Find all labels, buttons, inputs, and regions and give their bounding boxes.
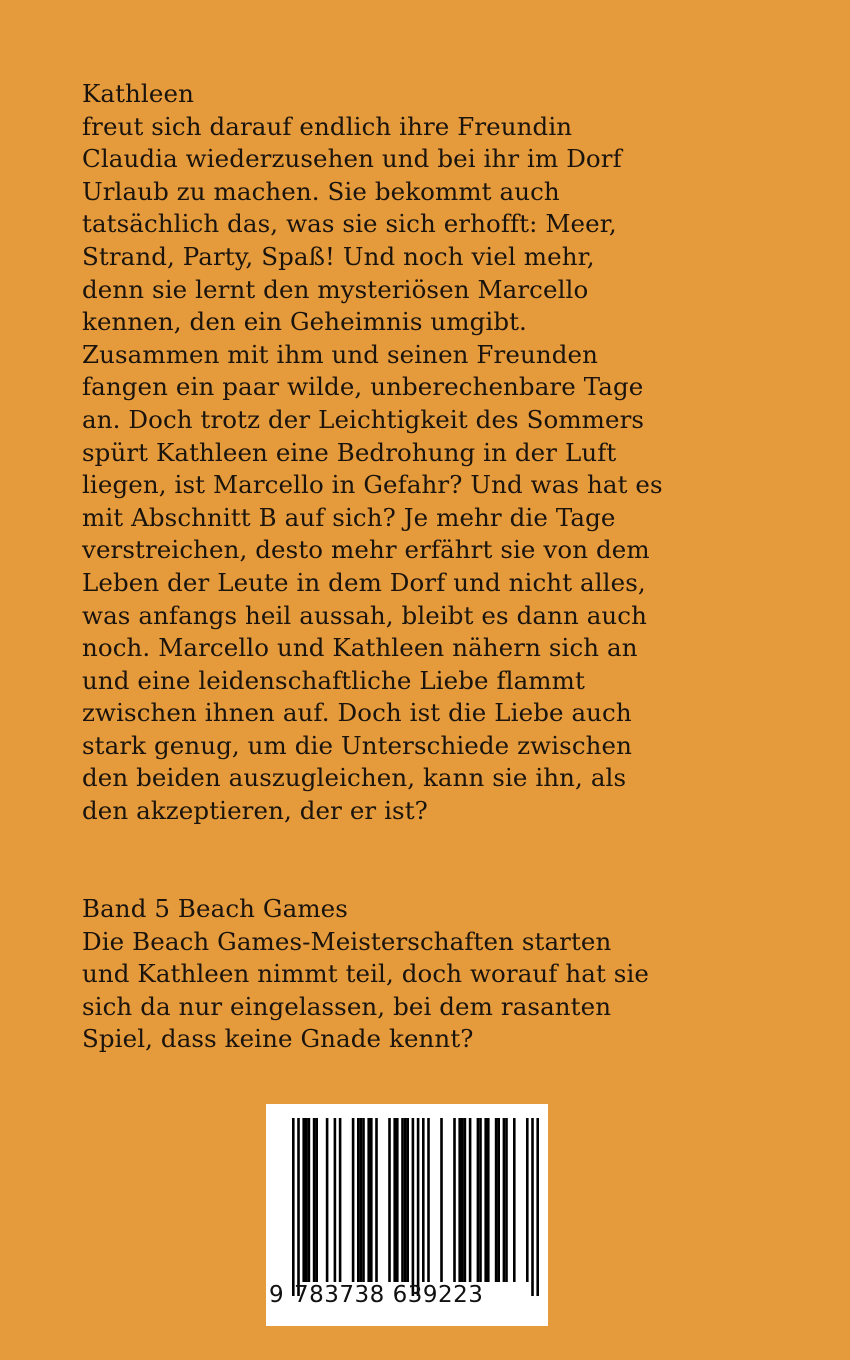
- blurb-line: Strand, Party, Spaß! Und noch viel mehr,: [82, 241, 595, 271]
- barcode-bar: [396, 1118, 399, 1282]
- barcode-bar: [334, 1118, 337, 1282]
- barcode-bar: [461, 1118, 464, 1282]
- barcode-bar: [370, 1118, 373, 1282]
- blurb-line: was anfangs heil aussah, bleibt es dann auch: [82, 600, 648, 630]
- barcode-bar: [313, 1118, 316, 1282]
- barcode-bar: [362, 1118, 365, 1282]
- barcode-bar: [412, 1118, 415, 1296]
- isbn-first-digit: 9: [269, 1282, 284, 1308]
- barcode-bar: [308, 1118, 311, 1282]
- blurb-line: zwischen ihnen auf. Doch ist die Liebe auch: [82, 698, 632, 728]
- barcode-bar: [375, 1118, 378, 1282]
- barcode-bar: [440, 1118, 443, 1282]
- isbn-barcode: [266, 1104, 548, 1326]
- barcode-bar: [453, 1118, 456, 1282]
- barcode-bar: [497, 1118, 500, 1282]
- blurb-line: Urlaub zu machen. Sie bekommt auch: [82, 176, 560, 206]
- barcode-bar: [406, 1118, 409, 1282]
- blurb-line: freut sich darauf endlich ihre Freundin: [82, 111, 573, 141]
- blurb-line: mit Abschnitt B auf sich? Je mehr die Tage: [82, 502, 616, 532]
- barcode-bar: [352, 1118, 355, 1282]
- barcode-bar: [477, 1118, 480, 1282]
- barcode-bar: [393, 1118, 396, 1282]
- barcode-bar: [479, 1118, 482, 1282]
- barcode-bar: [302, 1118, 305, 1282]
- barcode-bar: [422, 1118, 425, 1282]
- barcode-bar: [503, 1118, 506, 1282]
- barcode-bar: [326, 1118, 329, 1282]
- barcode-bar: [464, 1118, 467, 1282]
- blurb-line: noch. Marcello und Kathleen nähern sich an: [82, 633, 638, 663]
- teaser-text: [82, 893, 822, 1056]
- barcode-bar: [339, 1118, 342, 1282]
- barcode-bar: [292, 1118, 295, 1296]
- blurb-line: stark genug, um die Unterschiede zwischen: [82, 730, 633, 760]
- barcode-bar: [487, 1118, 490, 1282]
- teaser-line: Die Beach Games-Meisterschaften starten: [82, 926, 612, 956]
- blurb-line: kennen, den ein Geheimnis umgibt.: [82, 307, 527, 337]
- barcode-bar: [531, 1118, 534, 1296]
- barcode-bar: [513, 1118, 516, 1282]
- blurb-line: Leben der Leute in dem Dorf und nicht alles,: [82, 567, 646, 597]
- isbn-remaining-digits: 783738 639223: [294, 1282, 484, 1308]
- barcode-bar: [484, 1118, 487, 1282]
- teaser-line: sich da nur eingelassen, bei dem rasanten: [82, 991, 612, 1021]
- blurb-line: und eine leidenschaftliche Liebe flammt: [82, 665, 585, 695]
- teaser-line: Spiel, dass keine Gnade kennt?: [82, 1024, 474, 1054]
- barcode-bar: [469, 1118, 472, 1282]
- barcode-bar: [401, 1118, 404, 1282]
- blurb-line: an. Doch trotz der Leichtigkeit des Sommers: [82, 404, 645, 434]
- barcode-bar: [458, 1118, 461, 1282]
- barcode-bar: [315, 1118, 318, 1282]
- blurb-line: Claudia wiederzusehen und bei ihr im Dorf: [82, 144, 622, 174]
- teaser-heading: Band 5 Beach Games: [82, 894, 348, 923]
- barcode-bar: [367, 1118, 370, 1282]
- blurb-line: den beiden auszugleichen, kann sie ihn, als: [82, 763, 627, 793]
- blurb-line: liegen, ist Marcello in Gefahr? Und was hat es: [82, 470, 663, 500]
- barcode-bar: [505, 1118, 508, 1282]
- barcode-bar: [526, 1118, 529, 1282]
- blurb-line: tatsächlich das, was sie sich erhofft: Meer,: [82, 209, 617, 239]
- barcode-bar: [417, 1118, 420, 1296]
- blurb-line: verstreichen, desto mehr erfährt sie von dem: [82, 535, 650, 565]
- barcode-bar: [360, 1118, 363, 1282]
- barcode-bar: [388, 1118, 391, 1282]
- blurb-line: Kathleen: [82, 79, 194, 108]
- blurb-text: [82, 78, 822, 828]
- blurb-line: Zusammen mit ihm und seinen Freunden: [82, 339, 598, 369]
- teaser-line: und Kathleen nimmt teil, doch worauf hat sie: [82, 959, 649, 989]
- barcode-bar: [357, 1118, 360, 1282]
- blurb-line: den akzeptieren, der er ist?: [82, 796, 428, 826]
- blurb-line: denn sie lernt den mysteriösen Marcello: [82, 274, 589, 304]
- barcode-bar: [305, 1118, 308, 1282]
- barcode-bar: [427, 1118, 430, 1282]
- barcode-bar: [297, 1118, 300, 1296]
- blurb-line: spürt Kathleen eine Bedrohung in der Luft: [82, 437, 617, 467]
- barcode-bar: [404, 1118, 407, 1282]
- barcode-bar: [536, 1118, 539, 1296]
- blurb-line: fangen ein paar wilde, unberechenbare Tage: [82, 372, 644, 402]
- barcode-bar: [495, 1118, 498, 1282]
